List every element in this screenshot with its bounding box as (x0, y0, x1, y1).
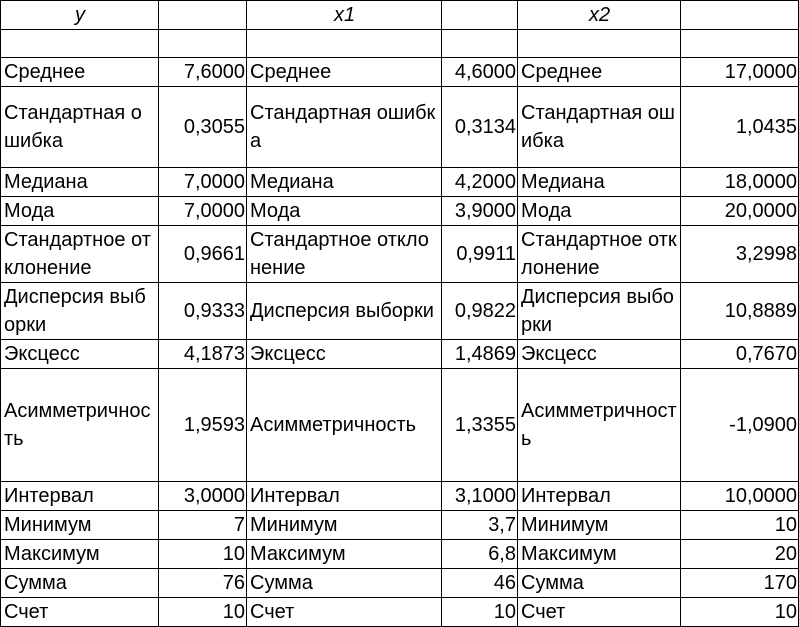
stat-value-y[interactable]: 7,6000 (159, 58, 247, 87)
stat-label-x1[interactable]: Счет (247, 598, 442, 627)
blank-cell[interactable] (681, 30, 799, 58)
stat-value-y[interactable]: 0,3055 (159, 87, 247, 168)
header-cell-empty-3[interactable] (681, 1, 799, 30)
stat-value-x2[interactable]: 18,0000 (681, 168, 799, 197)
stat-label-x1[interactable]: Медиана (247, 168, 442, 197)
stat-value-x1[interactable]: 3,7 (442, 511, 518, 540)
stat-label-x1[interactable]: Среднее (247, 58, 442, 87)
stat-label-y[interactable]: Мода (1, 197, 159, 226)
stat-label-y[interactable]: Сумма (1, 569, 159, 598)
table-row (1, 540, 799, 569)
header-cell-y[interactable]: y (1, 1, 159, 30)
blank-cell[interactable] (159, 30, 247, 58)
stat-label-y[interactable]: Счет (1, 598, 159, 627)
stat-value-x2[interactable]: 10,8889 (681, 283, 799, 340)
table-row (1, 482, 799, 511)
stat-label-x2[interactable]: Стандартная ошибка (518, 87, 681, 168)
table-row (1, 87, 799, 168)
stat-value-x2[interactable]: 1,0435 (681, 87, 799, 168)
stat-label-y[interactable]: Стандартная ошибка (1, 87, 159, 168)
stat-value-x1[interactable]: 6,8 (442, 540, 518, 569)
table-row (1, 340, 799, 369)
header-cell-x2[interactable]: x2 (518, 1, 681, 30)
stat-value-x2[interactable]: 170 (681, 569, 799, 598)
stat-label-y[interactable]: Медиана (1, 168, 159, 197)
stat-value-x1[interactable]: 3,1000 (442, 482, 518, 511)
blank-cell[interactable] (518, 30, 681, 58)
stat-value-x1[interactable]: 0,9822 (442, 283, 518, 340)
stat-label-x2[interactable]: Мода (518, 197, 681, 226)
stat-value-x2[interactable]: 20,0000 (681, 197, 799, 226)
blank-row (1, 30, 799, 58)
stat-value-x2[interactable]: 10 (681, 511, 799, 540)
stat-label-x2[interactable]: Счет (518, 598, 681, 627)
stat-value-y[interactable]: 10 (159, 598, 247, 627)
stat-label-x2[interactable]: Среднее (518, 58, 681, 87)
stat-label-y[interactable]: Эксцесс (1, 340, 159, 369)
stat-label-x1[interactable]: Сумма (247, 569, 442, 598)
stat-label-y[interactable]: Среднее (1, 58, 159, 87)
stat-label-x2[interactable]: Сумма (518, 569, 681, 598)
stat-label-x2[interactable]: Дисперсия выборки (518, 283, 681, 340)
stat-label-x1[interactable]: Мода (247, 197, 442, 226)
table-row (1, 569, 799, 598)
header-cell-empty-1[interactable] (159, 1, 247, 30)
stat-value-y[interactable]: 10 (159, 540, 247, 569)
blank-cell[interactable] (247, 30, 442, 58)
table-row (1, 369, 799, 482)
stat-label-y[interactable]: Максимум (1, 540, 159, 569)
stat-value-y[interactable]: 7,0000 (159, 168, 247, 197)
stat-value-y[interactable]: 0,9333 (159, 283, 247, 340)
header-cell-x1[interactable]: x1 (247, 1, 442, 30)
stat-value-x1[interactable]: 4,2000 (442, 168, 518, 197)
stat-label-y[interactable]: Минимум (1, 511, 159, 540)
stat-label-x1[interactable]: Минимум (247, 511, 442, 540)
stat-value-x1[interactable]: 46 (442, 569, 518, 598)
stat-value-x2[interactable]: 3,2998 (681, 226, 799, 283)
stat-value-x2[interactable]: 20 (681, 540, 799, 569)
header-cell-empty-2[interactable] (442, 1, 518, 30)
stat-value-y[interactable]: 3,0000 (159, 482, 247, 511)
stat-value-y[interactable]: 4,1873 (159, 340, 247, 369)
stat-label-x2[interactable]: Минимум (518, 511, 681, 540)
table-row (1, 168, 799, 197)
stat-value-x2[interactable]: 10 (681, 598, 799, 627)
stat-label-x2[interactable]: Медиана (518, 168, 681, 197)
stat-value-x2[interactable]: 10,0000 (681, 482, 799, 511)
stat-label-x1[interactable]: Асимметричность (247, 369, 442, 482)
stat-value-y[interactable]: 76 (159, 569, 247, 598)
table-row (1, 226, 799, 283)
stat-label-y[interactable]: Дисперсия выборки (1, 283, 159, 340)
stat-value-x1[interactable]: 1,3355 (442, 369, 518, 482)
stat-value-y[interactable]: 0,9661 (159, 226, 247, 283)
stat-label-x2[interactable]: Стандартное отклонение (518, 226, 681, 283)
stat-label-x2[interactable]: Асимметричность (518, 369, 681, 482)
stat-label-x2[interactable]: Эксцесс (518, 340, 681, 369)
stat-label-y[interactable]: Стандартное отклонение (1, 226, 159, 283)
stat-label-x1[interactable]: Эксцесс (247, 340, 442, 369)
stat-label-x2[interactable]: Максимум (518, 540, 681, 569)
stat-value-y[interactable]: 7 (159, 511, 247, 540)
stat-label-x1[interactable]: Интервал (247, 482, 442, 511)
stat-value-x1[interactable]: 10 (442, 598, 518, 627)
stat-value-x1[interactable]: 0,9911 (442, 226, 518, 283)
stat-label-x1[interactable]: Дисперсия выборки (247, 283, 442, 340)
blank-cell[interactable] (442, 30, 518, 58)
blank-cell[interactable] (1, 30, 159, 58)
table-row (1, 283, 799, 340)
stat-value-y[interactable]: 1,9593 (159, 369, 247, 482)
stat-value-x2[interactable]: -1,0900 (681, 369, 799, 482)
stat-value-x2[interactable]: 0,7670 (681, 340, 799, 369)
table-header-row (1, 1, 799, 30)
table-row (1, 58, 799, 87)
stat-value-x1[interactable]: 0,3134 (442, 87, 518, 168)
stat-label-x1[interactable]: Стандартное отклонение (247, 226, 442, 283)
table-row (1, 197, 799, 226)
stat-value-x1[interactable]: 3,9000 (442, 197, 518, 226)
stat-value-x1[interactable]: 4,6000 (442, 58, 518, 87)
table-row (1, 598, 799, 627)
stat-value-y[interactable]: 7,0000 (159, 197, 247, 226)
table-row (1, 511, 799, 540)
stat-value-x2[interactable]: 17,0000 (681, 58, 799, 87)
stat-label-y[interactable]: Интервал (1, 482, 159, 511)
stat-value-x1[interactable]: 1,4869 (442, 340, 518, 369)
stat-label-x1[interactable]: Максимум (247, 540, 442, 569)
stat-label-y[interactable]: Асимметричность (1, 369, 159, 482)
stat-label-x1[interactable]: Стандартная ошибка (247, 87, 442, 168)
stat-label-x2[interactable]: Интервал (518, 482, 681, 511)
